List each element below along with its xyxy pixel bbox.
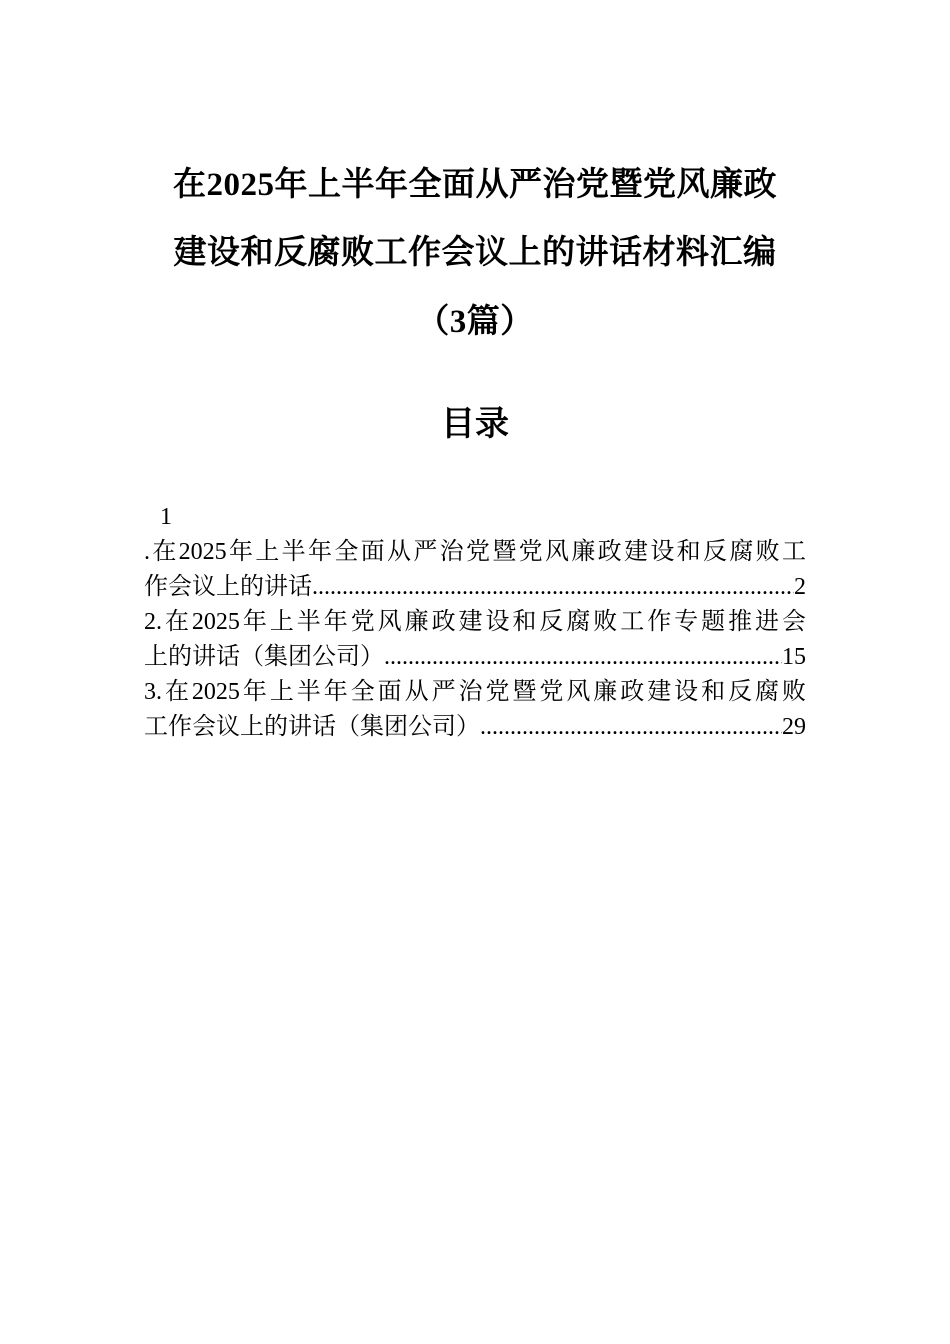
toc-dot-leader: [480, 710, 782, 744]
document-title-line-3: （3篇）: [416, 304, 534, 340]
toc-heading: 目录: [441, 406, 509, 443]
toc-entry-2-line-1[interactable]: 2.在2025年上半年党风廉政建设和反腐败工作专题推进会: [144, 609, 806, 635]
document-title-line-2: 建设和反腐败工作会议上的讲话材料汇编: [173, 235, 777, 271]
toc-entry-1-line-2[interactable]: [144, 570, 806, 604]
toc-entry-1-line-1[interactable]: .在2025年上半年全面从严治党暨党风廉政建设和反腐败工: [144, 539, 806, 565]
toc-entry-1-text: 作会议上的讲话: [144, 574, 312, 600]
toc-entry-2-text: 上的讲话（集团公司）: [144, 644, 384, 670]
document-title-line-1: 在2025年上半年全面从严治党暨党风廉政: [173, 167, 777, 203]
toc-entry-1-page: 2: [794, 574, 806, 600]
toc-dot-leader: [312, 570, 794, 604]
toc-entry-3-text: 工作会议上的讲话（集团公司）: [144, 714, 480, 740]
toc-entry-1-number: 1: [160, 504, 172, 530]
toc-entry-2-page: 15: [782, 644, 806, 670]
toc-entry-2-line-2[interactable]: [144, 640, 806, 674]
toc-entry-3-line-1[interactable]: 3.在2025年上半年全面从严治党暨党风廉政建设和反腐败: [144, 679, 806, 705]
toc-entry-3-page: 29: [782, 714, 806, 740]
toc-dot-leader: [384, 640, 782, 674]
toc-entry-3-line-2[interactable]: [144, 710, 806, 744]
